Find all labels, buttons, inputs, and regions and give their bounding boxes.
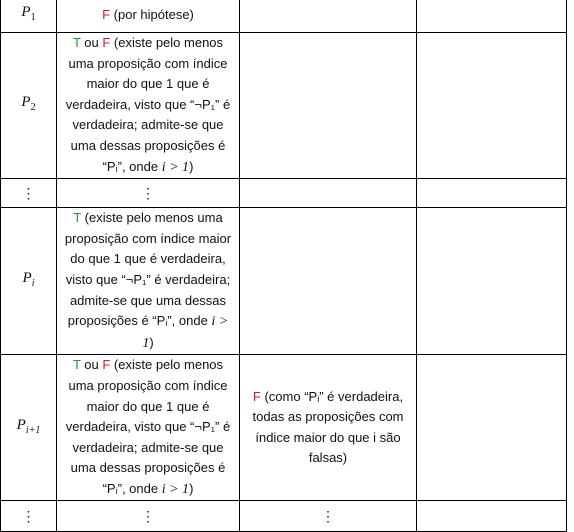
table-row-pi [1, 208, 567, 355]
table-row-ellipsis [1, 179, 567, 208]
cell-p2-c3 [417, 33, 567, 179]
false-value: F [102, 7, 111, 23]
cell-dots-c2 [240, 179, 417, 208]
cell-pi1-c3 [417, 355, 567, 501]
cell-pi-value: T (existe pelo menos uma proposição com índice maior do que 1 que é verdadeira, visto que “¬P₁” é verdadeira; admite-se que uma dessas proposições é “Pᵢ”, onde i > 1) [57, 208, 240, 355]
row-label-p1: $P_1$ [1, 0, 57, 33]
cell-dots-c3 [417, 179, 567, 208]
row-label-pi: $P_i$ [1, 208, 57, 355]
vdots-value: ⋮ [57, 179, 240, 208]
false-value: F [102, 35, 111, 50]
cell-pi-c3 [417, 208, 567, 355]
math-condition: i > 1 [161, 481, 190, 497]
false-value: F [252, 388, 261, 404]
true-value: T [72, 35, 81, 50]
cell-pi1-c2: F (como “Pᵢ” é verdadeira, todas as proposições com índice maior do que i são falsas) [240, 355, 417, 501]
cell-pi1-value: T ou F (existe pelo menos uma proposição com índice maior do que 1 que é verdadeira, visto que “¬P₁” é verdadeira; admite-se que uma dessas proposições é “Pᵢ”, onde i > 1) [57, 355, 240, 501]
table-row-ellipsis-2 [1, 501, 567, 532]
cell-pi-c2 [240, 208, 417, 355]
true-value: T [73, 210, 82, 226]
table-row-pi-plus-1 [1, 355, 567, 501]
math-condition: i > 1 [161, 159, 190, 175]
vdots-label: ⋮ [1, 179, 57, 208]
row-label-p2: $P_2$ [1, 33, 57, 179]
vdots-value: ⋮ [57, 501, 240, 532]
table-row-p1 [1, 0, 567, 33]
cell-p2-value: T ou F (existe pelo menos uma proposição com índice maior do que 1 que é verdadeira, visto que “¬P₁” é verdadeira; admite-se que uma dessas proposições é “Pᵢ”, onde i > 1) [57, 33, 240, 179]
false-value: F [102, 357, 111, 373]
cell-last-c3 [417, 501, 567, 532]
row-label-pi-plus-1: $P_{i+1}$ [1, 355, 57, 501]
math-condition: i > 1 [142, 314, 229, 351]
vdots-label: ⋮ [1, 501, 57, 532]
cell-p1-c3 [417, 0, 567, 33]
cell-p2-c2 [240, 33, 417, 179]
cell-p1-value: F (por hipótese) [57, 0, 240, 33]
vdots-c2: ⋮ [240, 501, 417, 532]
cell-p1-c2 [240, 0, 417, 33]
true-value: T [72, 357, 81, 373]
table-row-p2 [1, 33, 567, 179]
